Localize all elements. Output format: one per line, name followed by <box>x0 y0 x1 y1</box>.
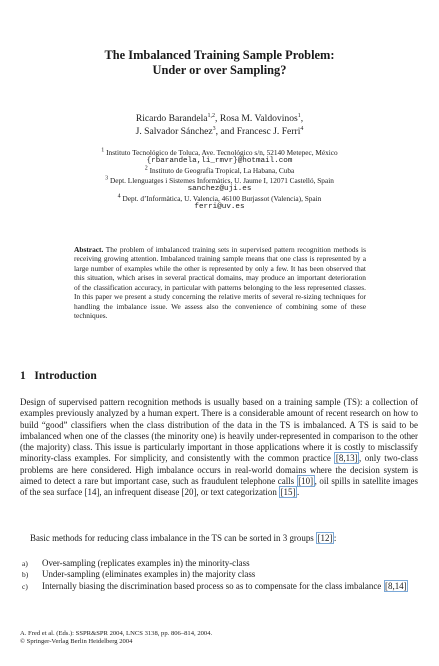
abstract <box>74 245 366 321</box>
affiliation-2 <box>30 166 409 175</box>
affiliations <box>30 148 409 212</box>
section-heading <box>20 370 97 382</box>
affiliation-text: Dept. d’Informàtica, U. Valencia, 46100 Burjassot (Valencia), Spain <box>122 194 322 204</box>
citation-link[interactable]: [8,14] <box>385 580 407 591</box>
citation-link[interactable]: [15] <box>280 487 296 498</box>
affiliation-4-email: ferri@uv.es <box>194 203 245 212</box>
affiliation-number: 4 <box>117 193 121 200</box>
list-item <box>20 581 418 592</box>
author-line-2 <box>0 125 439 138</box>
paragraph-text: , oil spills in satellite images of the sea surface [14], an infrequent disease [20], or text categorization <box>20 476 418 498</box>
title-line-1: The Imbalanced Training Sample Problem: <box>104 48 335 62</box>
footer-copyright: © Springer-Verlag Berlin Heidelberg 2004 <box>20 638 133 646</box>
abstract-text: The problem of imbalanced training sets in supervised pattern recognition methods is receiving growing attention. Imbalanced training sample means that one class is represented by a large number of examples while the other is represented by only a few. It has been observed that this situation, which arises in several practical domains, may produce an important deterioration of the classification accuracy, in particular with patterns belonging to the less represented classes. In this paper we present a study concerning the relative merits of several re-sizing techniques for handling the imbalance issue. We assess also the convenience of combining some of these techniques. <box>74 245 366 321</box>
author-affiliation-mark: 3 <box>212 125 216 132</box>
paragraph-text: Basic methods for reducing class imbalance in the TS can be sorted in 3 groups <box>30 533 317 543</box>
affiliation-number: 3 <box>105 175 109 182</box>
list-marker: b) <box>22 570 29 580</box>
author-list <box>0 112 439 138</box>
intro-paragraph-2 <box>20 533 418 544</box>
author-name: Ricardo Barandela <box>135 113 208 124</box>
intro-paragraph-1 <box>20 397 418 499</box>
list-item <box>20 569 418 580</box>
affiliation-1-email: {rbarandela,li_rmvr}@hotmail.com <box>146 157 293 166</box>
affiliation-text: Instituto Tecnológico de Toluca, Ave. Tecnológico s/n, 52140 Metepec, México <box>106 148 338 157</box>
affiliation-4 <box>30 194 409 203</box>
affiliation-number: 2 <box>144 165 148 172</box>
section-number: 1 <box>20 370 26 382</box>
author-affiliation-mark: 4 <box>300 125 304 132</box>
author-affiliation-mark: 1 <box>297 112 301 119</box>
list-item-text-wrapper <box>42 581 418 592</box>
affiliation-number: 1 <box>101 147 105 154</box>
citation-link[interactable]: [8,13] <box>335 453 358 464</box>
paragraph-text: : <box>333 533 337 543</box>
author-line-1 <box>0 112 439 125</box>
list-marker: a) <box>22 559 28 568</box>
method-list <box>20 558 418 592</box>
list-item-text: Over-sampling (replicates examples in) the minority-class <box>42 558 250 568</box>
affiliation-3-email: sanchez@uji.es <box>187 184 252 193</box>
citation-link[interactable]: [12] <box>317 533 333 543</box>
abstract-label: Abstract. <box>74 245 104 254</box>
list-item <box>20 558 418 569</box>
title-line-2: Under or over Sampling? <box>152 63 287 77</box>
author-affiliation-mark: 1,2 <box>207 112 216 119</box>
paragraph-text: . <box>296 487 300 498</box>
section-title: Introduction <box>34 370 97 382</box>
paper-title <box>0 48 439 78</box>
author-separator: , <box>300 113 304 124</box>
author-name: , and Francesc J. Ferri <box>215 126 301 137</box>
affiliation-text: Instituto de Geografía Tropical, La Habana, Cuba <box>149 166 295 176</box>
footer-citation: A. Fred et al. (Eds.): SSPR&SPR 2004, LNCS 3138, pp. 806–814, 2004. <box>20 630 213 637</box>
affiliation-1 <box>30 148 409 157</box>
citation-link[interactable]: [10] <box>298 476 314 487</box>
list-item-text: Internally biasing the discrimination based process so as to compensate for the class imbalance <box>42 580 384 591</box>
paragraph-text: Design of supervised pattern recognition methods is usually based on a training sample (TS): a collection of examples previously analyzed by a human expert. There is a considerable amount of recent research on how to build “good” classifiers when the class distribution of the data in the TS is imbalanced. A TS is said to be imbalanced when one of the classes (the minority one) is heavily under-represented in comparison to the other (the majority) class. This issue is particularly important in those applications where it is costly to misclassify minority-class examples. For simplicity, and consistently with the common practice <box>20 397 418 464</box>
affiliation-3 <box>30 176 409 185</box>
list-marker: c) <box>22 581 28 591</box>
affiliation-text: Dept. Llenguatges i Sistemes Informàtics, U. Jaume I, 12071 Castelló, Spain <box>109 175 334 185</box>
list-item-text: Under-sampling (eliminates examples in) the majority class <box>42 569 256 580</box>
author-name: J. Salvador Sánchez <box>135 126 213 137</box>
page-footer <box>20 630 212 646</box>
paragraph-text: , only two-class problems are here considered. High imbalance occurs in real-world domains where the decision system is aimed to detect a rare but important case, such as fraudulent telephone calls <box>20 453 418 487</box>
author-name: , Rosa M. Valdovinos <box>215 113 298 124</box>
